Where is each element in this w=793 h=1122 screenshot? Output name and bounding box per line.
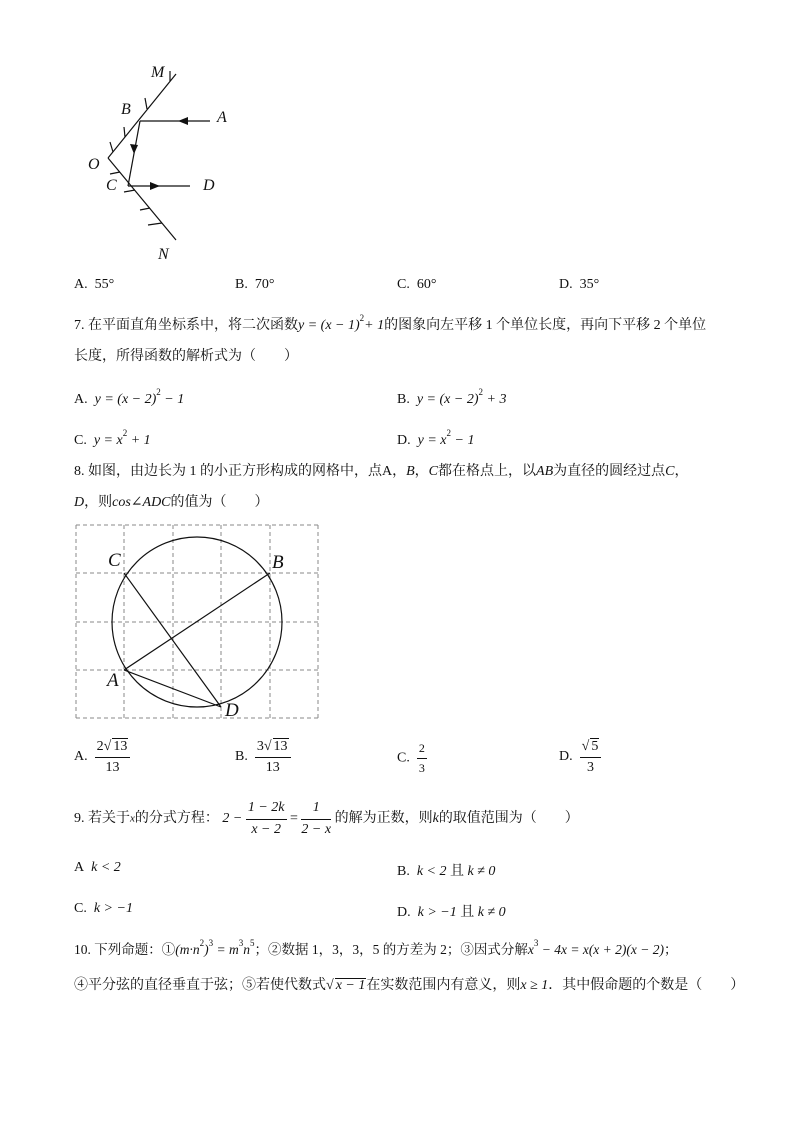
- segment-ab: [124, 573, 270, 670]
- label-m: M: [151, 64, 165, 81]
- label-b: B: [121, 101, 131, 118]
- grid-label-b: B: [272, 552, 284, 573]
- grid-label-c: C: [108, 550, 121, 571]
- q8-option-b[interactable]: B. $\frac{3√ 13}{13}$: [235, 738, 291, 776]
- grid-label-d: D: [225, 700, 239, 721]
- q9-option-a[interactable]: A k < 2: [74, 860, 121, 875]
- q8-option-d[interactable]: D. $\frac{√ 5}{3}$: [559, 738, 601, 776]
- q8-option-a[interactable]: A. $\frac{2√ 13}{13}$: [74, 738, 130, 776]
- q10-line2: ④平分弦的直径垂直于弦；⑤若使代数式√ x − 1在实数范围内有意义，则x ≥ 1．其中假命题的个数是（ ）: [74, 978, 745, 993]
- q9-option-c[interactable]: C. k > −1: [74, 901, 133, 916]
- q6-option-c[interactable]: C. 60°: [397, 277, 437, 292]
- q7-line1: 7. 在平面直角坐标系中，将二次函数$y = (x - 1)^2+ 1$的图象向左平移 1 个单位长度，再向下平移 2 个单位: [74, 313, 707, 333]
- q7-option-a[interactable]: A. $y = (x - 2)^2 - 1$: [74, 387, 185, 407]
- q9-line: 9. 若关于x的分式方程： 2 − $\frac{1 - 2k}{x - 2}$ = $\frac{1}{2 - x}$ 的解为正数，则k的取值范围为（ ）: [74, 800, 579, 837]
- q6-option-a[interactable]: A. 55°: [74, 277, 115, 292]
- grid-label-a: A: [107, 670, 119, 691]
- label-c: C: [106, 177, 117, 194]
- label-d: D: [203, 177, 215, 194]
- q8-line1: 8. 如图，由边长为 1 的小正方形构成的网格中，点A，B，C都在格点上，以AB为直径的圆经过点C，: [74, 464, 689, 479]
- q9-option-b[interactable]: B. k < 2 且 k ≠ 0: [397, 864, 496, 879]
- label-a: A: [217, 109, 227, 126]
- q8-option-c[interactable]: C. $\frac{2}{3}$: [397, 741, 425, 775]
- q8-line2: D，则cos∠ADC的值为（ ）: [74, 495, 269, 510]
- label-o: O: [88, 156, 100, 173]
- label-n: N: [158, 246, 169, 263]
- q7-option-d[interactable]: D. $y = x^2 - 1$: [397, 428, 475, 448]
- q7-line2: 长度，所得函数的解析式为（ ）: [74, 349, 298, 364]
- q6-option-d[interactable]: D. 35°: [559, 277, 600, 292]
- q9-option-d[interactable]: D. k > −1 且 k ≠ 0: [397, 905, 506, 920]
- q6-option-b[interactable]: B. 70°: [235, 277, 275, 292]
- q7-option-c[interactable]: C. $y = x^2 + 1$: [74, 428, 151, 448]
- q7-option-b[interactable]: B. $y = (x - 2)^2 + 3$: [397, 387, 507, 407]
- q10-line1: 10. 下列命题：$①(m\cdot n^2)^3 = m^3n^5$；②数据 1，3，3，5 的方差为 2；③因式分解$x^3 - 4x = x(x + 2)(x - 2)$；: [74, 938, 678, 957]
